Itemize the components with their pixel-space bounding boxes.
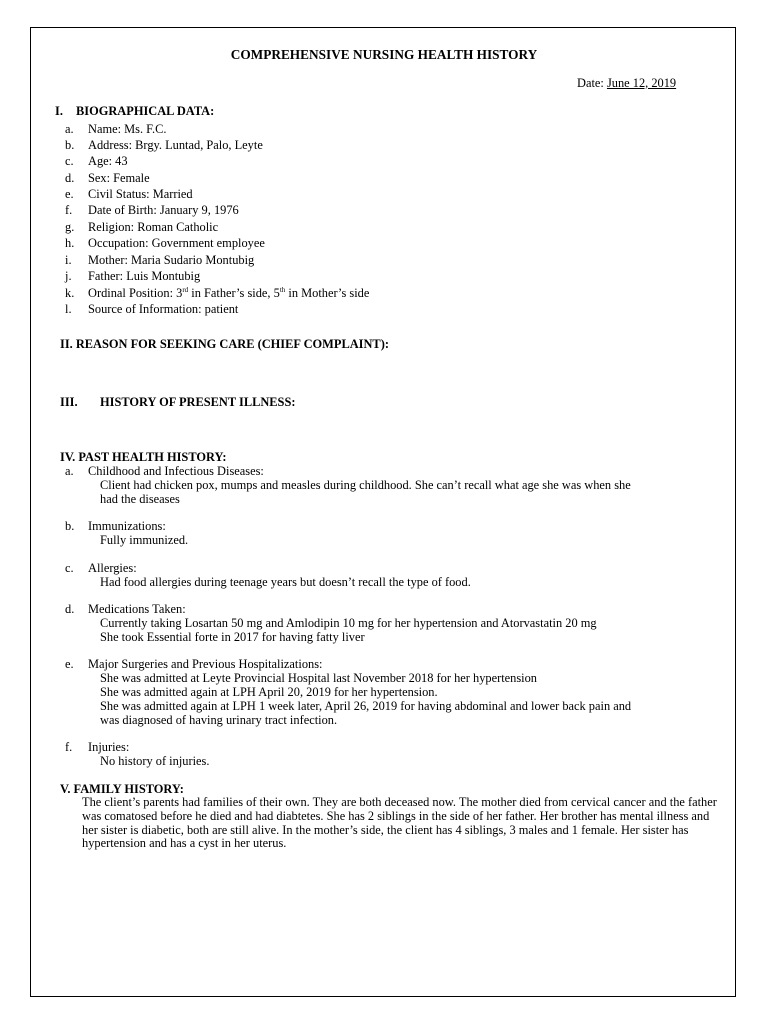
bio-date-of-birth: Date of Birth: January 9, 1976 xyxy=(88,203,239,217)
bio-letter: h. xyxy=(65,236,75,250)
bio-address: Address: Brgy. Luntad, Palo, Leyte xyxy=(88,138,263,152)
surgeries-letter: e. xyxy=(65,657,74,671)
date-value: June 12, 2019 xyxy=(606,76,677,90)
ordinal-sup-th: th xyxy=(279,285,286,294)
ordinal-sup-rd: rd xyxy=(182,285,189,294)
section-iii-number: III. xyxy=(60,395,78,409)
bio-father: Father: Luis Montubig xyxy=(88,269,201,283)
ordinal-middle: in Father’s side, 5 xyxy=(188,286,280,300)
bio-mother: Mother: Maria Sudario Montubig xyxy=(88,253,255,267)
document-title: COMPREHENSIVE NURSING HEALTH HISTORY xyxy=(230,47,538,62)
injuries-letter: f. xyxy=(65,740,73,754)
allergies-letter: c. xyxy=(65,561,74,575)
section-iii-heading: HISTORY OF PRESENT ILLNESS: xyxy=(100,395,296,409)
section-i-heading: BIOGRAPHICAL DATA: xyxy=(76,104,215,118)
childhood-label: Childhood and Infectious Diseases: xyxy=(88,464,264,478)
ordinal-suffix: in Mother’s side xyxy=(285,286,370,300)
surgeries-text-line: She was admitted at Leyte Provincial Hospital last November 2018 for her hypertension xyxy=(100,671,538,685)
surgeries-text-line: She was admitted again at LPH 1 week later, April 26, 2019 for having abdominal and lower back pain and xyxy=(100,699,632,713)
bio-letter: l. xyxy=(65,302,72,316)
bio-occupation: Occupation: Government employee xyxy=(88,236,265,250)
bio-civil-status: Civil Status: Married xyxy=(88,187,193,201)
bio-letter: a. xyxy=(65,122,74,136)
immunizations-text: Fully immunized. xyxy=(100,533,189,547)
injuries-text: No history of injuries. xyxy=(100,754,210,768)
bio-religion: Religion: Roman Catholic xyxy=(88,220,219,234)
allergies-label: Allergies: xyxy=(88,561,137,575)
bio-source: Source of Information: patient xyxy=(88,302,239,316)
immunizations-letter: b. xyxy=(65,519,75,533)
surgeries-text-line: She was admitted again at LPH April 20, 2019 for her hypertension. xyxy=(100,685,438,699)
surgeries-text-line: was diagnosed of having urinary tract infection. xyxy=(100,713,338,727)
injuries-label: Injuries: xyxy=(88,740,130,754)
bio-letter: i. xyxy=(65,253,72,267)
bio-sex: Sex: Female xyxy=(88,171,150,185)
medications-text-line: She took Essential forte in 2017 for having fatty liver xyxy=(100,630,365,644)
section-iv-heading: IV. PAST HEALTH HISTORY: xyxy=(60,450,227,464)
bio-letter: j. xyxy=(65,269,72,283)
bio-letter: k. xyxy=(65,286,75,300)
ordinal-prefix: Ordinal Position: 3 xyxy=(88,286,183,300)
section-v-heading: V. FAMILY HISTORY: xyxy=(60,782,184,796)
childhood-text-line: had the diseases xyxy=(100,492,180,506)
bio-letter: b. xyxy=(65,138,75,152)
bio-age: Age: 43 xyxy=(88,154,128,168)
bio-letter: g. xyxy=(65,220,75,234)
surgeries-label: Major Surgeries and Previous Hospitalizations: xyxy=(88,657,323,671)
date-line xyxy=(577,76,676,90)
immunizations-label: Immunizations: xyxy=(88,519,166,533)
allergies-text: Had food allergies during teenage years but doesn’t recall the type of food. xyxy=(100,575,471,589)
bio-letter: d. xyxy=(65,171,75,185)
bio-name: Name: Ms. F.C. xyxy=(88,122,167,136)
bio-letter: f. xyxy=(65,203,73,217)
section-ii-heading: II. REASON FOR SEEKING CARE (CHIEF COMPLAINT): xyxy=(60,337,389,351)
medications-text-line: Currently taking Losartan 50 mg and Amlodipin 10 mg for her hypertension and Atorvastatin 20 mg xyxy=(100,616,597,630)
childhood-text-line: Client had chicken pox, mumps and measles during childhood. She can’t recall what age she was when she xyxy=(100,478,631,492)
medications-letter: d. xyxy=(65,602,75,616)
section-i-number: I. xyxy=(55,104,63,118)
family-history-paragraph: The client’s parents had families of their own. They are both deceased now. The mother died from cervical cancer and the father was comatosed before he died and had diabtetes. She has 2 siblings in the side of her father. Her brother has mental illness and her sister is diabetic, both are still alive. In the mother’s side, the client has 4 siblings, 3 males and 1 female. Her sister has hypertension and has a cyst in her uterus. xyxy=(82,795,717,851)
date-label: Date: xyxy=(577,76,604,90)
bio-letter: c. xyxy=(65,154,74,168)
medications-label: Medications Taken: xyxy=(88,602,186,616)
bio-ordinal-position xyxy=(88,286,369,300)
childhood-letter: a. xyxy=(65,464,74,478)
bio-letter: e. xyxy=(65,187,74,201)
